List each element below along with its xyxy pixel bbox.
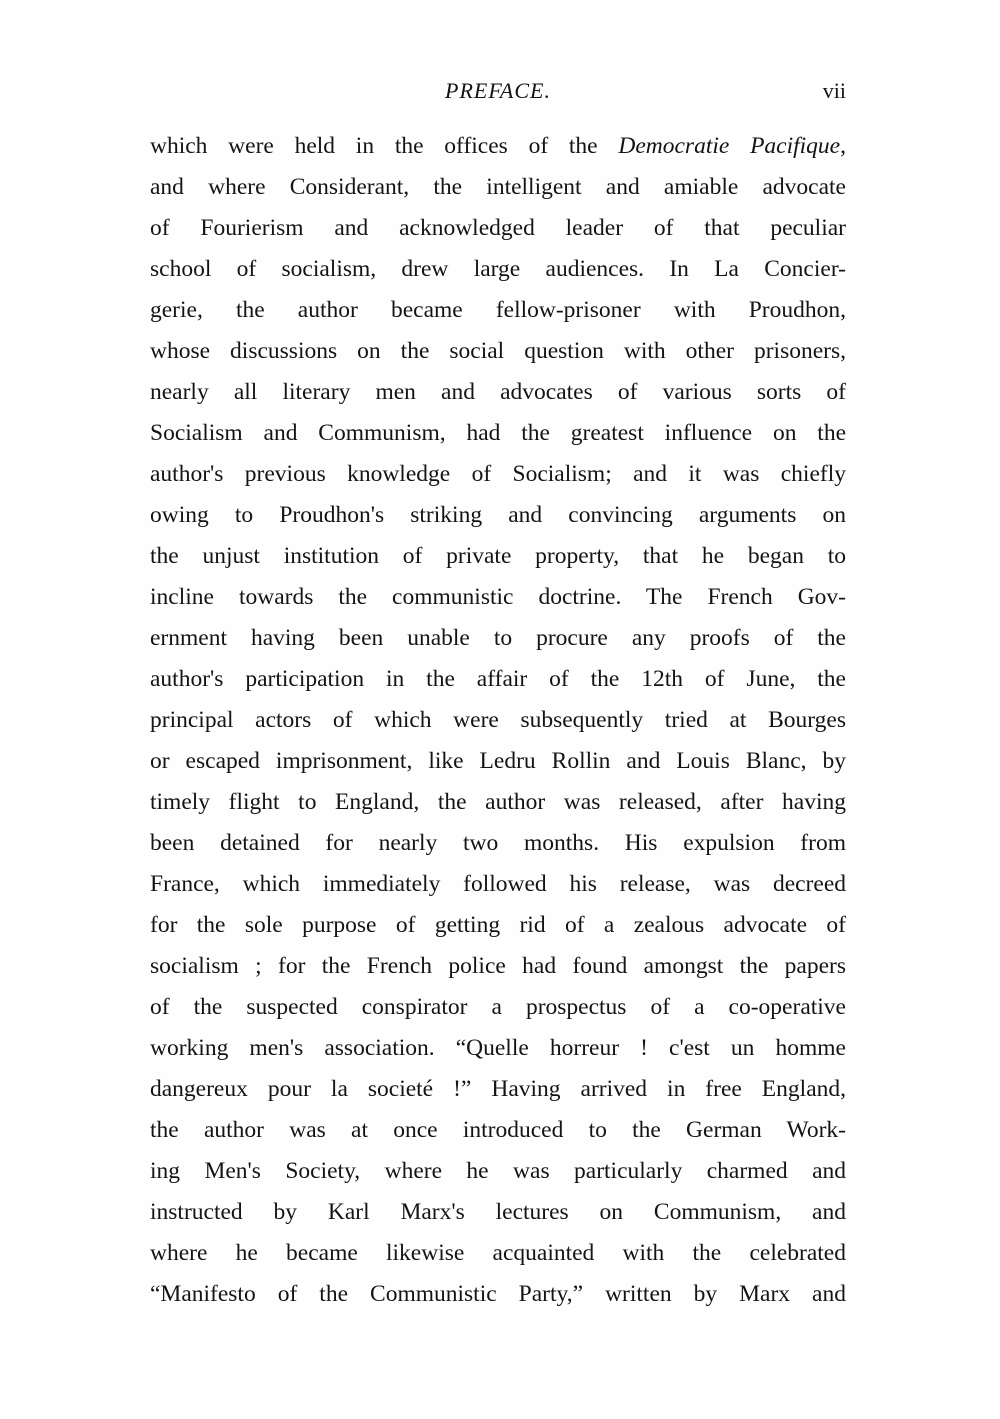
text-line: principal actors of which were subsequently tried at Bourges xyxy=(150,707,846,733)
text-line: for the sole purpose of getting rid of a zealous advocate of xyxy=(150,912,846,938)
text-line: incline towards the communistic doctrine. The French Gov- xyxy=(150,584,846,610)
text-line: whose discussions on the social question with other prisoners, xyxy=(150,338,846,364)
text-line: of the suspected conspirator a prospectus of a co-operative xyxy=(150,994,846,1020)
text-line: the author was at once introduced to the German Work- xyxy=(150,1117,846,1143)
text-line: which were held in the offices of the Democratie Pacifique, xyxy=(150,133,846,159)
text-line: owing to Proudhon's striking and convincing arguments on xyxy=(150,502,846,528)
text-line: dangereux pour la societé !” Having arrived in free England, xyxy=(150,1076,846,1102)
text-line: ing Men's Society, where he was particularly charmed and xyxy=(150,1158,846,1184)
body-text xyxy=(150,126,846,1315)
text-line: gerie, the author became fellow-prisoner with Proudhon, xyxy=(150,297,846,323)
text-line: “Manifesto of the Communistic Party,” written by Marx and xyxy=(150,1281,846,1307)
text-line: of Fourierism and acknowledged leader of that peculiar xyxy=(150,215,846,241)
running-title: PREFACE. xyxy=(445,78,551,103)
text-line: socialism ; for the French police had found amongst the papers xyxy=(150,953,846,979)
text-line: Socialism and Communism, had the greatest influence on the xyxy=(150,420,846,446)
text-line: the unjust institution of private property, that he began to xyxy=(150,543,846,569)
text-line: where he became likewise acquainted with the celebrated xyxy=(150,1240,846,1266)
text-line: France, which immediately followed his release, was decreed xyxy=(150,871,846,897)
text-line: or escaped imprisonment, like Ledru Rollin and Louis Blanc, by xyxy=(150,748,846,774)
text-line: instructed by Karl Marx's lectures on Communism, and xyxy=(150,1199,846,1225)
text-line: working men's association. “Quelle horreur ! c'est un homme xyxy=(150,1035,846,1061)
journal-title: Democratie Pacifique xyxy=(618,133,841,159)
text-line: school of socialism, drew large audiences. In La Concier- xyxy=(150,256,846,282)
text-line: author's previous knowledge of Socialism; and it was chiefly xyxy=(150,461,846,487)
text-line: nearly all literary men and advocates of various sorts of xyxy=(150,379,846,405)
text-line: ernment having been unable to procure any proofs of the xyxy=(150,625,846,651)
text-line: and where Considerant, the intelligent and amiable advocate xyxy=(150,174,846,200)
page-number: vii xyxy=(822,78,846,103)
text-line: timely flight to England, the author was released, after having xyxy=(150,789,846,815)
running-head xyxy=(150,78,846,108)
text-line: author's participation in the affair of the 12th of June, the xyxy=(150,666,846,692)
text-line: been detained for nearly two months. His expulsion from xyxy=(150,830,846,856)
